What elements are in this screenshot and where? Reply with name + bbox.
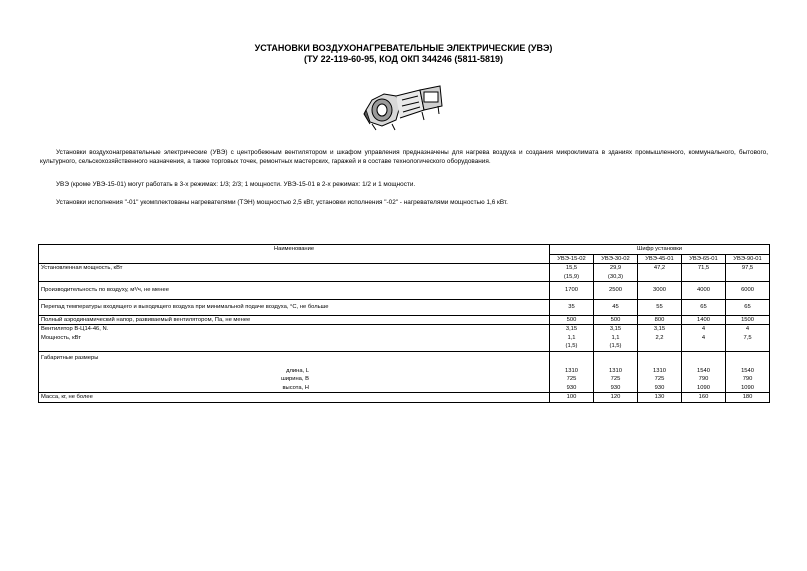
cell: 3000 [638, 282, 682, 300]
cell: 120 [594, 393, 638, 403]
specifications-table [38, 244, 770, 403]
cell: 160 [682, 393, 726, 403]
row-label: Перепад температуры входящего и выходящего воздуха при минимальной подаче воздуха, °С, не больше [39, 299, 550, 315]
column-header-group: Шифр установки [550, 245, 770, 255]
cell: 180 [726, 393, 770, 403]
column-header-name: Наименование [39, 245, 550, 264]
cell: 1,1 (1,5) [550, 334, 594, 352]
cell: 7,5 [726, 334, 770, 352]
cell: 930 [638, 384, 682, 393]
cell: 65 [726, 299, 770, 315]
table-row-pressure [39, 315, 770, 325]
table-row-airflow [39, 282, 770, 300]
cell: 35 [550, 299, 594, 315]
cell: 97,5 [726, 264, 770, 282]
cell: 1700 [550, 282, 594, 300]
page-title [0, 43, 807, 65]
cell: 2,2 [638, 334, 682, 352]
row-label: Вентилятор В-Ц14-46, N. [39, 325, 550, 334]
cell: 790 [726, 375, 770, 384]
model-header: УВЭ-65-01 [682, 254, 726, 264]
table-row-height [39, 384, 770, 393]
cell: 65 [682, 299, 726, 315]
table-row-dimensions [39, 351, 770, 362]
cell: 1540 [682, 367, 726, 376]
cell: 3,15 [638, 325, 682, 334]
cell: 1310 [550, 367, 594, 376]
row-label: ширина, В [39, 375, 550, 384]
model-header: УВЭ-15-02 [550, 254, 594, 264]
cell: 930 [594, 384, 638, 393]
cell: 500 [550, 315, 594, 325]
row-label: длина, L [39, 367, 550, 376]
title-line-1: УСТАНОВКИ ВОЗДУХОНАГРЕВАТЕЛЬНЫЕ ЭЛЕКТРИЧЕСКИЕ (УВЭ) [254, 43, 553, 53]
table-header-row [39, 245, 770, 255]
cell: 3,15 [550, 325, 594, 334]
air-heater-illustration [362, 80, 444, 132]
row-label: Масса, кг, не более [39, 393, 550, 403]
row-label: Габаритные размеры [39, 351, 550, 362]
model-header: УВЭ-90-01 [726, 254, 770, 264]
cell: 100 [550, 393, 594, 403]
cell: 725 [638, 375, 682, 384]
cell: 4000 [682, 282, 726, 300]
cell: 1400 [682, 315, 726, 325]
model-header: УВЭ-30-02 [594, 254, 638, 264]
cell: 725 [550, 375, 594, 384]
cell: 4 [682, 325, 726, 334]
cell: 45 [594, 299, 638, 315]
cell: 4 [682, 334, 726, 352]
model-header: УВЭ-45-01 [638, 254, 682, 264]
title-line-2: (ТУ 22-119-60-95, КОД ОКП 344246 (5811-5819) [304, 54, 503, 64]
cell: 71,5 [682, 264, 726, 282]
cell: 55 [638, 299, 682, 315]
cell: 1090 [726, 384, 770, 393]
row-label: Мощность, кВт [39, 334, 550, 352]
table-row-fan-power [39, 334, 770, 352]
cell: 29,9 (30,3) [594, 264, 638, 282]
cell: 1,1 (1,5) [594, 334, 638, 352]
cell: 1090 [682, 384, 726, 393]
cell: 930 [550, 384, 594, 393]
cell: 1310 [638, 367, 682, 376]
cell: 1310 [594, 367, 638, 376]
cell: 47,2 [638, 264, 682, 282]
table-row-width [39, 375, 770, 384]
table-row-length [39, 367, 770, 376]
description-paragraph-2: УВЭ (кроме УВЭ-15-01) могут работать в 3-х режимах: 1/3; 2/3; 1 мощности. УВЭ-15-01 в 2-х режимах: 1/2 и 1 мощности. [56, 181, 416, 188]
cell: 800 [638, 315, 682, 325]
table-row-power [39, 264, 770, 282]
cell: 6000 [726, 282, 770, 300]
cell: 3,15 [594, 325, 638, 334]
cell: 15,5 (15,9) [550, 264, 594, 282]
row-label: Установленная мощность, кВт [39, 264, 550, 282]
row-label: Полный аэродинамический напор, развиваемый вентилятором, Па, не менее [39, 315, 550, 325]
cell: 2500 [594, 282, 638, 300]
description-paragraph-1: Установки воздухонагревательные электрические (УВЭ) с центробежным вентилятором и шкафом управления предназначены для нагрева воздуха и создания микроклимата в зданиях промышленного, коммунального, бытового, культурного, сельскохозяйственного назначения, а также торговых точек, ремонтных мастерских, гаражей и в составе технологического оборудования. [40, 149, 768, 165]
cell: 1500 [726, 315, 770, 325]
row-label: высота, Н [39, 384, 550, 393]
table-row-fan [39, 325, 770, 334]
cell: 500 [594, 315, 638, 325]
cell: 1540 [726, 367, 770, 376]
table-row-mass [39, 393, 770, 403]
table-row-temperature [39, 299, 770, 315]
cell: 4 [726, 325, 770, 334]
cell: 790 [682, 375, 726, 384]
cell: 725 [594, 375, 638, 384]
description-paragraph-3: Установки исполнения "-01" укомплектованы нагревателями (ТЭН) мощностью 2,5 кВт, установки исполнения "-02" - нагревателями мощностью 1,6 кВт. [56, 199, 508, 206]
cell: 130 [638, 393, 682, 403]
row-label: Производительность по воздуху, м³/ч, не менее [39, 282, 550, 300]
